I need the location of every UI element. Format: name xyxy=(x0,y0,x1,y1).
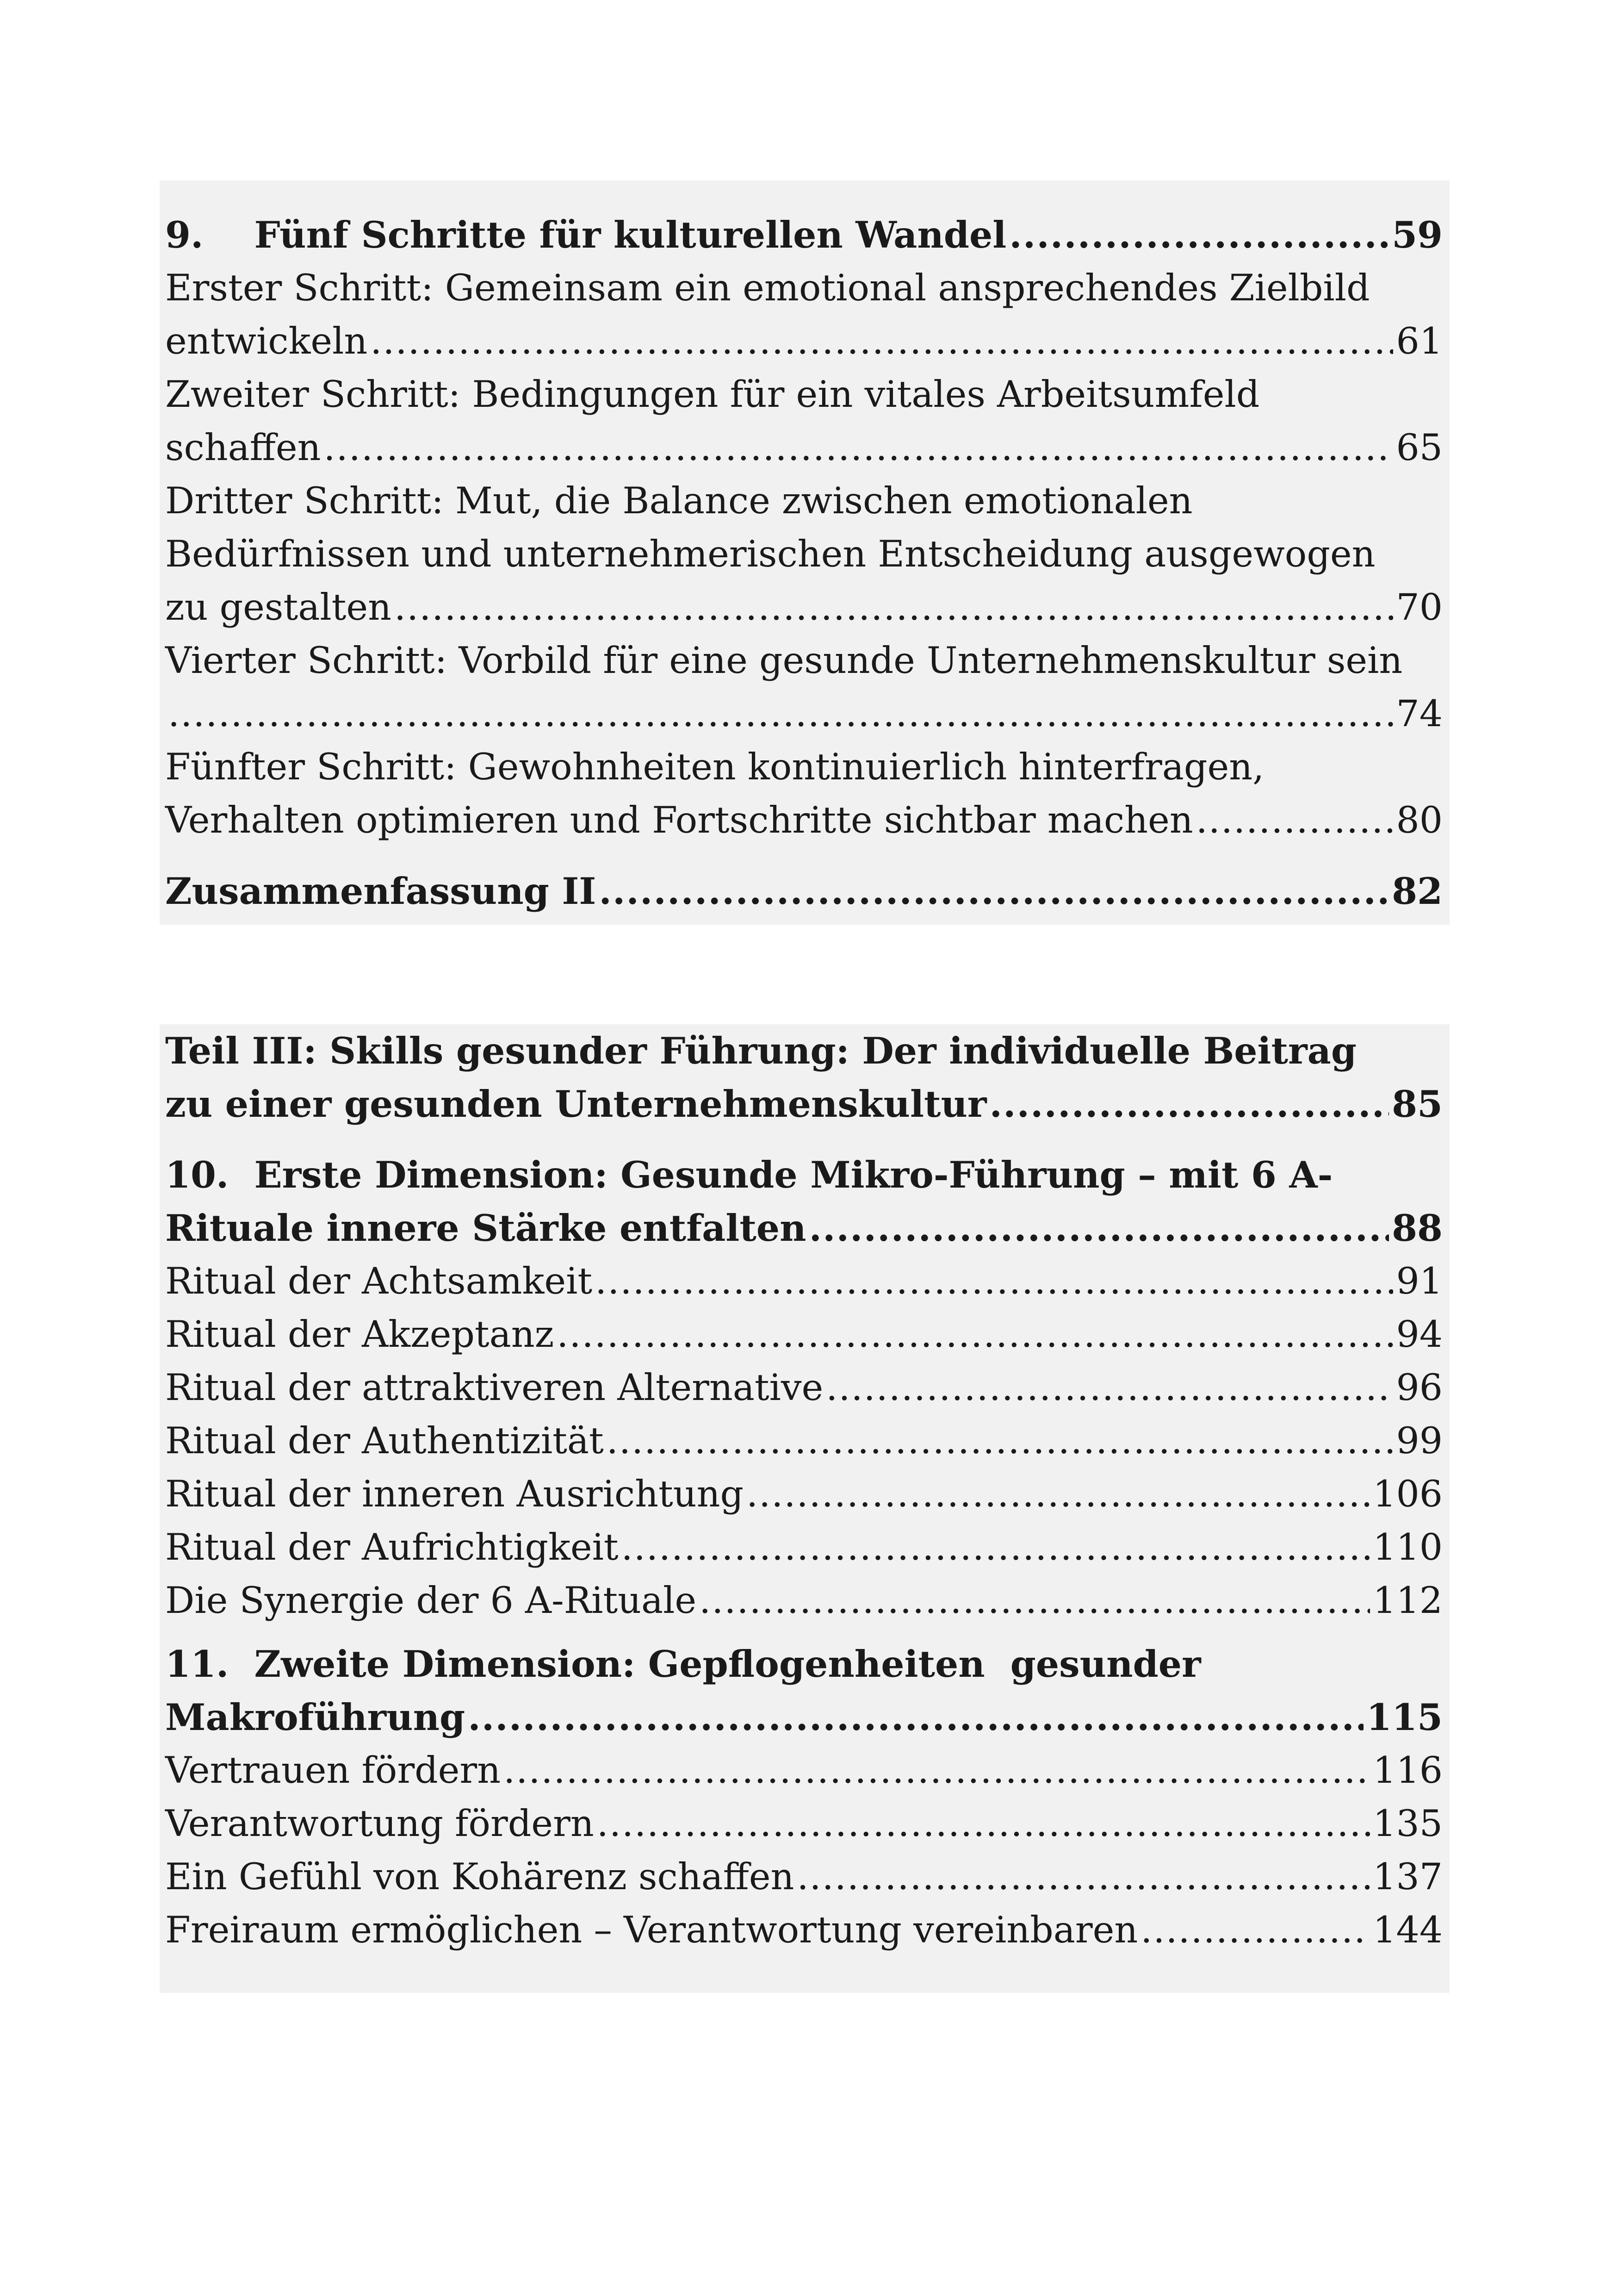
toc-entry-title-line: Bedürfnissen und unternehmerischen Entscheidung ausgewogen xyxy=(165,533,1376,575)
dot-leader xyxy=(990,1077,1389,1131)
toc-entry-zusammenfassung-2[interactable] xyxy=(165,865,1443,918)
toc-entry-synergie[interactable] xyxy=(165,1574,1443,1627)
toc-entry-title-line: Erster Schritt: Gemeinsam ein emotional ansprechendes Zielbild xyxy=(165,267,1370,309)
toc-section-teil-3 xyxy=(160,1024,1450,1993)
toc-entry-title: Ritual der Aufrichtigkeit xyxy=(165,1526,619,1568)
dot-leader xyxy=(597,1797,1370,1850)
toc-page-number: 59 xyxy=(1392,213,1443,256)
toc-entry-title-line: 10. Erste Dimension: Gesunde Mikro-Führung – mit 6 A- xyxy=(165,1153,1333,1196)
toc-entry-title-line: Verhalten optimieren und Fortschritte sichtbar machen xyxy=(165,799,1193,841)
toc-page-number: 88 xyxy=(1392,1207,1443,1250)
toc-entry-title: Zusammenfassung II xyxy=(165,870,596,913)
dot-leader xyxy=(168,687,1393,740)
toc-entry-title-line: Teil III: Skills gesunder Führung: Der individuelle Beitrag xyxy=(165,1029,1357,1072)
toc-page-number: 91 xyxy=(1396,1260,1443,1302)
toc-entry-verantwortung[interactable] xyxy=(165,1797,1443,1850)
toc-page-number: 85 xyxy=(1392,1083,1443,1126)
dot-leader xyxy=(1141,1904,1370,1957)
toc-entry-title-line: Zweiter Schritt: Bedingungen für ein vitales Arbeitsumfeld xyxy=(165,373,1260,416)
toc-page-number: 61 xyxy=(1396,320,1443,362)
toc-entry-ritual-ausrichtung[interactable] xyxy=(165,1468,1443,1521)
dot-leader xyxy=(595,1255,1393,1308)
toc-entry-teil-3[interactable] xyxy=(165,1024,1443,1131)
toc-page-number: 82 xyxy=(1392,870,1443,913)
toc-page-number: 80 xyxy=(1396,799,1443,841)
toc-entry-vertrauen[interactable] xyxy=(165,1744,1443,1797)
toc-entry-title-line: schaffen xyxy=(165,426,321,469)
toc-entry-title-line: entwickeln xyxy=(165,320,368,362)
toc-entry-title: Vertrauen fördern xyxy=(165,1749,501,1792)
toc-entry-title-line: zu einer gesunden Unternehmenskultur xyxy=(165,1083,987,1126)
toc-entry-title: Ritual der inneren Ausrichtung xyxy=(165,1473,744,1515)
toc-page-number: 96 xyxy=(1396,1366,1443,1409)
toc-entry-schritt-4[interactable] xyxy=(165,634,1443,740)
dot-leader xyxy=(1009,208,1389,261)
toc-page-number: 116 xyxy=(1373,1749,1443,1792)
toc-page-number: 112 xyxy=(1373,1579,1443,1622)
dot-leader xyxy=(621,1521,1370,1574)
toc-page-number: 106 xyxy=(1373,1473,1443,1515)
toc-page-number: 115 xyxy=(1366,1696,1443,1739)
dot-leader xyxy=(503,1744,1370,1797)
toc-page-number: 65 xyxy=(1396,426,1443,469)
toc-entry-title: Verantwortung fördern xyxy=(165,1802,594,1845)
dot-leader xyxy=(557,1308,1393,1361)
dot-leader xyxy=(797,1850,1370,1904)
toc-entry-ritual-aufrichtigkeit[interactable] xyxy=(165,1521,1443,1574)
toc-entry-kohaerenz[interactable] xyxy=(165,1850,1443,1904)
dot-leader xyxy=(394,581,1394,634)
toc-entry-title-line: 11. Zweite Dimension: Gepflogenheiten gesunder xyxy=(165,1643,1201,1686)
toc-page-number: 137 xyxy=(1373,1855,1443,1898)
toc-page-number: 70 xyxy=(1396,586,1443,628)
toc-entry-title: 9. Fünf Schritte für kulturellen Wandel xyxy=(165,213,1007,256)
dot-leader xyxy=(599,865,1389,918)
dot-leader xyxy=(826,1361,1393,1414)
toc-entry-title-line: zu gestalten xyxy=(165,586,391,628)
dot-leader xyxy=(324,421,1394,474)
toc-entry-schritt-3[interactable] xyxy=(165,474,1443,634)
dot-leader xyxy=(699,1574,1370,1627)
dot-leader xyxy=(607,1414,1394,1468)
dot-leader xyxy=(809,1201,1389,1255)
toc-entry-title: Ritual der attraktiveren Alternative xyxy=(165,1366,824,1409)
dot-leader xyxy=(468,1691,1364,1744)
toc-entry-title-line: Rituale innere Stärke entfalten xyxy=(165,1207,806,1250)
toc-entry-title: Ritual der Akzeptanz xyxy=(165,1313,554,1356)
toc-page-number: 94 xyxy=(1396,1313,1443,1356)
toc-page-number: 135 xyxy=(1373,1802,1443,1845)
toc-entry-chapter-11[interactable] xyxy=(165,1637,1443,1744)
dot-leader xyxy=(746,1468,1370,1521)
dot-leader xyxy=(1196,794,1394,847)
toc-entry-title-line: Fünfter Schritt: Gewohnheiten kontinuierlich hinterfragen, xyxy=(165,746,1265,788)
toc-entry-chapter-9[interactable] xyxy=(165,208,1443,261)
toc-entry-chapter-10[interactable] xyxy=(165,1148,1443,1255)
toc-entry-title-line: Vierter Schritt: Vorbild für eine gesunde Unternehmenskultur sein xyxy=(165,639,1403,682)
toc-entry-title: Ritual der Authentizität xyxy=(165,1419,604,1462)
toc-entry-ritual-alternative[interactable] xyxy=(165,1361,1443,1414)
toc-entry-title-line: Makroführung xyxy=(165,1696,465,1739)
toc-page-number: 110 xyxy=(1373,1526,1443,1568)
toc-entry-title: Die Synergie der 6 A-Rituale xyxy=(165,1579,697,1622)
toc-entry-schritt-2[interactable] xyxy=(165,368,1443,474)
toc-page-number: 144 xyxy=(1373,1909,1443,1951)
toc-section-chapter-9 xyxy=(160,180,1450,925)
toc-entry-ritual-authentizitaet[interactable] xyxy=(165,1414,1443,1468)
toc-entry-schritt-1[interactable] xyxy=(165,261,1443,368)
toc-entry-schritt-5[interactable] xyxy=(165,740,1443,847)
toc-entry-title: Ritual der Achtsamkeit xyxy=(165,1260,593,1302)
toc-page-number: 74 xyxy=(1396,692,1443,735)
toc-entry-freiraum[interactable] xyxy=(165,1904,1443,1957)
toc-entry-title: Freiraum ermöglichen – Verantwortung vereinbaren xyxy=(165,1909,1138,1951)
toc-entry-title: Ein Gefühl von Kohärenz schaffen xyxy=(165,1855,794,1898)
toc-entry-title-line: Dritter Schritt: Mut, die Balance zwischen emotionalen xyxy=(165,479,1193,522)
toc-page-number: 99 xyxy=(1396,1419,1443,1462)
dot-leader xyxy=(370,315,1393,368)
toc-entry-ritual-akzeptanz[interactable] xyxy=(165,1308,1443,1361)
toc-entry-ritual-achtsamkeit[interactable] xyxy=(165,1255,1443,1308)
